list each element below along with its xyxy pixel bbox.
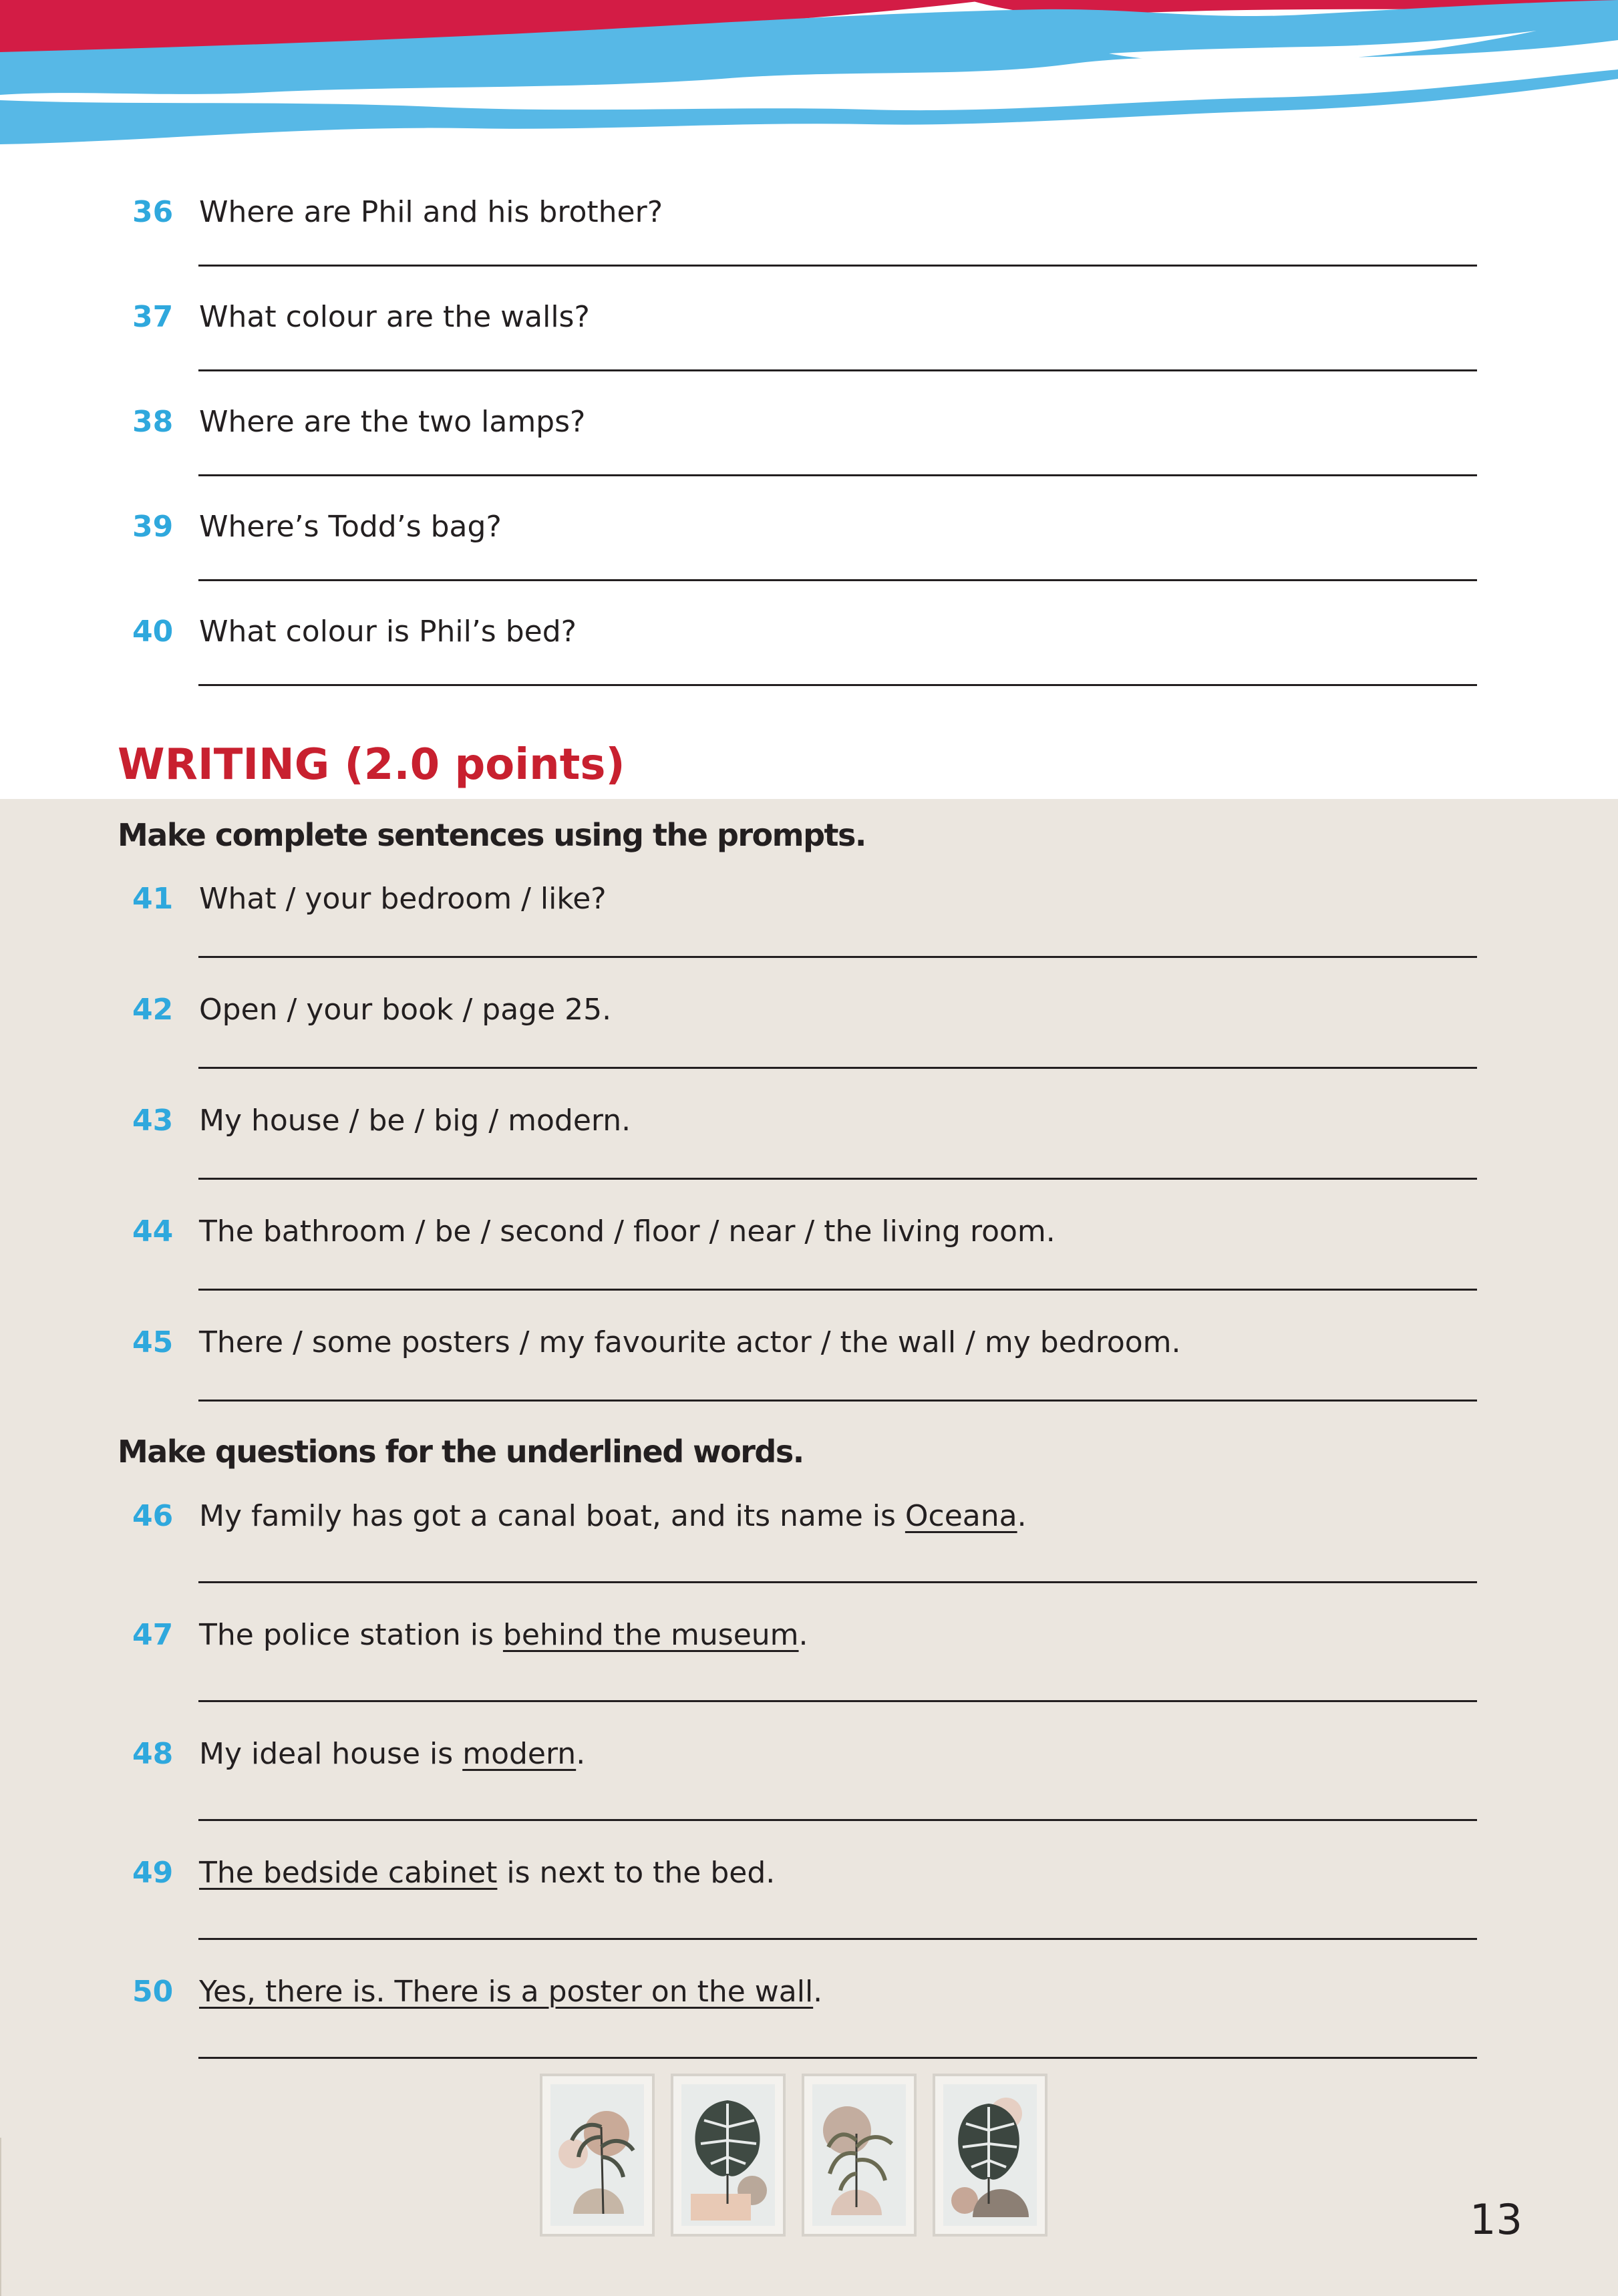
answer-line[interactable]: [198, 1938, 1477, 1940]
answer-line[interactable]: [198, 579, 1477, 581]
underlined-words: The bedside cabinet: [199, 1856, 498, 1890]
question-number: 47: [132, 1618, 174, 1652]
question-number: 41: [132, 882, 174, 916]
question-text: Where are Phil and his brother?: [199, 195, 663, 229]
instruction-complete-sentences: Make complete sentences using the prompts.: [118, 817, 866, 853]
writing-prompt-41: [0, 879, 1618, 946]
prompt-text: Open / your book / page 25.: [199, 993, 612, 1027]
question-number: 48: [132, 1737, 174, 1771]
underlined-words: modern: [462, 1737, 577, 1771]
question-number: 39: [132, 510, 174, 544]
answer-line[interactable]: [198, 1067, 1477, 1069]
prompt-text: There / some posters / my favourite actor / the wall / my bedroom.: [199, 1325, 1181, 1359]
question-text: What colour are the walls?: [199, 300, 590, 334]
question-text: The bedside cabinet is next to the bed.: [199, 1856, 776, 1890]
reading-question-37: [0, 297, 1618, 364]
answer-line[interactable]: [198, 1700, 1477, 1702]
answer-line[interactable]: [198, 1178, 1477, 1180]
question-number: 43: [132, 1104, 174, 1138]
writing-prompt-42: [0, 990, 1618, 1057]
answer-line[interactable]: [198, 2057, 1477, 2059]
reading-question-39: [0, 507, 1618, 574]
answer-line[interactable]: [198, 369, 1477, 371]
plant-picture-3: [803, 2075, 915, 2235]
answer-line[interactable]: [198, 1819, 1477, 1821]
writing-prompt-45: [0, 1323, 1618, 1389]
writing-prompt-43: [0, 1101, 1618, 1168]
underlined-words: behind the museum: [502, 1618, 799, 1652]
plant-pictures-illustration: [540, 2074, 1051, 2241]
answer-line[interactable]: [198, 474, 1477, 476]
underlined-words: Oceana: [905, 1499, 1017, 1533]
writing-question-50: [0, 1972, 1618, 2039]
writing-question-48: [0, 1734, 1618, 1801]
question-text: Where’s Todd’s bag?: [199, 510, 502, 544]
question-number: 37: [132, 300, 174, 334]
writing-heading: WRITING (2.0 points): [118, 740, 625, 790]
writing-question-46: [0, 1496, 1618, 1563]
question-number: 38: [132, 405, 174, 439]
question-number: 49: [132, 1856, 174, 1890]
question-text: Yes, there is. There is a poster on the wall.: [199, 1975, 823, 2009]
answer-line[interactable]: [198, 956, 1477, 958]
prompt-text: My house / be / big / modern.: [199, 1104, 631, 1138]
answer-line[interactable]: [198, 1400, 1477, 1402]
reading-question-38: [0, 402, 1618, 469]
page-number: 13: [1470, 2195, 1522, 2244]
question-text: My ideal house is modern.: [199, 1737, 586, 1771]
writing-question-47: [0, 1615, 1618, 1682]
question-number: 42: [132, 993, 174, 1027]
reading-question-40: [0, 612, 1618, 679]
question-number: 44: [132, 1214, 174, 1249]
writing-prompt-44: [0, 1212, 1618, 1279]
answer-line[interactable]: [198, 265, 1477, 267]
plant-picture-1: [541, 2075, 653, 2235]
plant-picture-4: [934, 2075, 1046, 2235]
writing-question-49: [0, 1853, 1618, 1920]
prompt-text: The bathroom / be / second / floor / near / the living room.: [199, 1214, 1056, 1249]
plant-picture-2: [672, 2075, 784, 2235]
prompt-text: What / your bedroom / like?: [199, 882, 607, 916]
page-edge-divider: [0, 2138, 1, 2296]
wave-banner: [0, 0, 1618, 154]
answer-line[interactable]: [198, 1289, 1477, 1291]
question-number: 50: [132, 1975, 174, 2009]
question-text: Where are the two lamps?: [199, 405, 586, 439]
question-text: My family has got a canal boat, and its name is Oceana.: [199, 1499, 1027, 1533]
question-text: What colour is Phil’s bed?: [199, 615, 577, 649]
question-number: 45: [132, 1325, 174, 1359]
question-number: 40: [132, 615, 174, 649]
question-number: 36: [132, 195, 174, 229]
question-number: 46: [132, 1499, 174, 1533]
answer-line[interactable]: [198, 684, 1477, 686]
answer-line[interactable]: [198, 1581, 1477, 1583]
question-text: The police station is behind the museum.: [199, 1618, 808, 1652]
reading-question-36: [0, 192, 1618, 259]
underlined-words: Yes, there is. There is a poster on the wall: [199, 1975, 814, 2009]
instruction-make-questions: Make questions for the underlined words.: [118, 1434, 804, 1470]
